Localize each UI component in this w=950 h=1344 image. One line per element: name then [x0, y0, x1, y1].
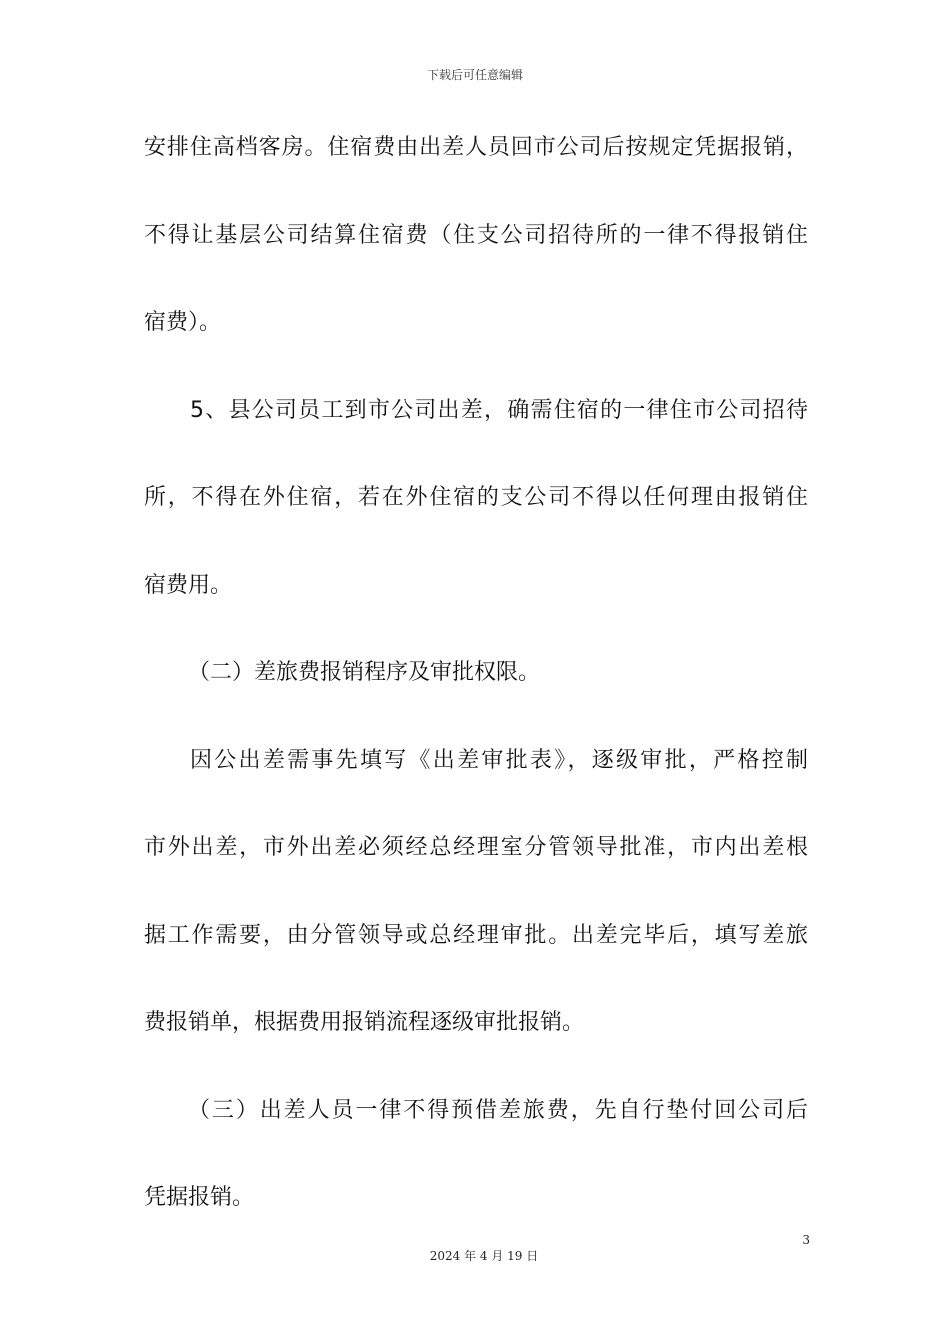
page-number: 3 [802, 1233, 810, 1247]
paragraph-line: （三）出差人员一律不得预借差旅费，先自行垫付回公司后 [188, 1097, 808, 1123]
page-header: 下载后可任意编辑 [426, 68, 523, 82]
paragraph-line: 不得让基层公司结算住宿费（住支公司招待所的一律不得报销住 [144, 222, 808, 248]
paragraph-line: 所，不得在外住宿，若在外住宿的支公司不得以任何理由报销住 [144, 485, 808, 510]
paragraph-line: 凭据报销。 [144, 1185, 255, 1210]
paragraph-line: 据工作需要，由分管领导或总经理审批。出差完毕后，填写差旅 [144, 922, 808, 948]
paragraph-line: 因公出差需事先填写《出差审批表》，逐级审批，严格控制 [190, 747, 808, 773]
paragraph-line: 安排住高档客房。住宿费由出差人员回市公司后按规定凭据报销， [144, 135, 808, 160]
paragraph-line: 宿费）。 [144, 310, 222, 335]
paragraph-line: 市外出差，市外出差必须经总经理室分管领导批准，市内出差根 [144, 835, 808, 860]
section-heading: （二）差旅费报销程序及审批权限。 [188, 660, 541, 685]
paragraph-line: 费报销单，根据费用报销流程逐级审批报销。 [144, 1010, 585, 1035]
paragraph-line: 宿费用。 [144, 572, 233, 598]
document-body [144, 127, 808, 1265]
footer-date: 2024 年 4 月 19 日 [429, 1249, 539, 1263]
paragraph-line: 5、县公司员工到市公司出差，确需住宿的一律住市公司招待 [190, 397, 808, 423]
